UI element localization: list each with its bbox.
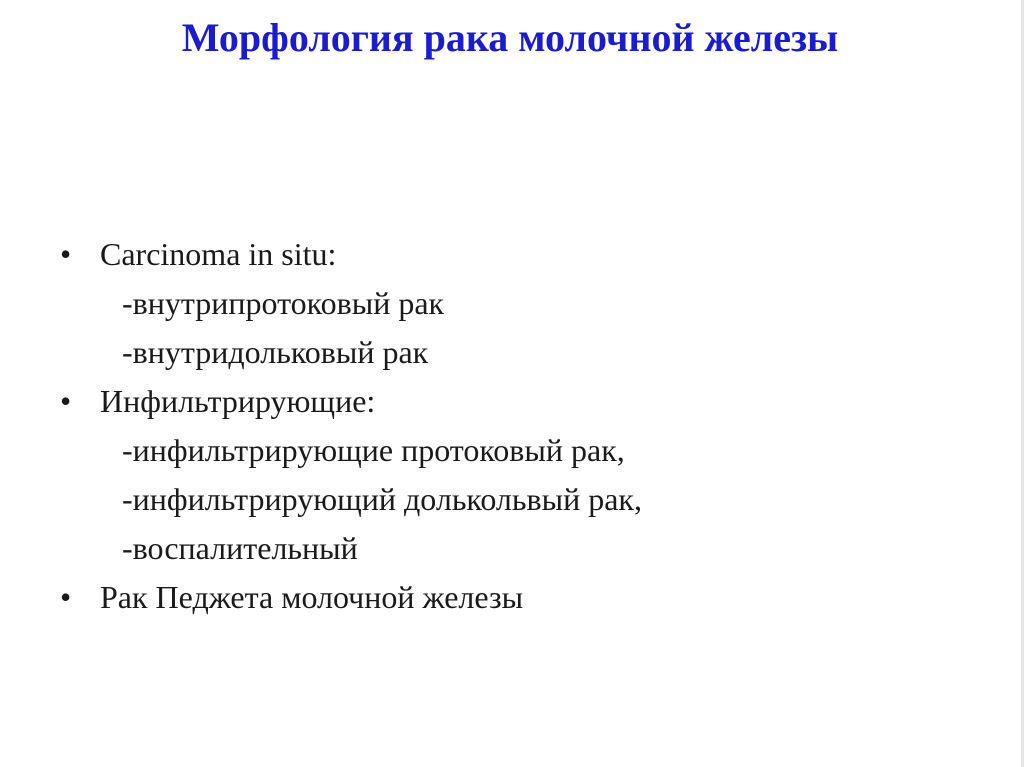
sub-list-item — [60, 475, 960, 524]
list-item — [60, 230, 960, 279]
sub-list-item — [60, 426, 960, 475]
sub-list-item — [60, 328, 960, 377]
list-item-text: Инфильтрирующие: — [100, 383, 376, 419]
sub-list-item-text: -внутридольковый рак — [122, 334, 429, 370]
sub-list-item — [60, 279, 960, 328]
sub-list-item — [60, 524, 960, 573]
list-item-text: Рак Педжета молочной железы — [100, 579, 524, 615]
bullet-icon: • — [60, 236, 72, 272]
bullet-icon: • — [60, 579, 72, 615]
sub-list-item-text: -воспалительный — [122, 530, 358, 566]
sub-list-item-text: -внутрипротоковый рак — [122, 285, 445, 321]
slide-title: Морфология рака молочной железы — [181, 15, 839, 60]
sub-list-item-text: -инфильтрирующие протоковый рак, — [122, 432, 625, 468]
bullet-list — [60, 230, 960, 622]
list-item — [60, 377, 960, 426]
sub-list-item-text: -инфильтрирующий долькольвый рак, — [122, 481, 642, 517]
bullet-icon: • — [60, 383, 72, 419]
list-item-text: Carcinoma in situ: — [100, 236, 337, 272]
list-item — [60, 573, 960, 622]
